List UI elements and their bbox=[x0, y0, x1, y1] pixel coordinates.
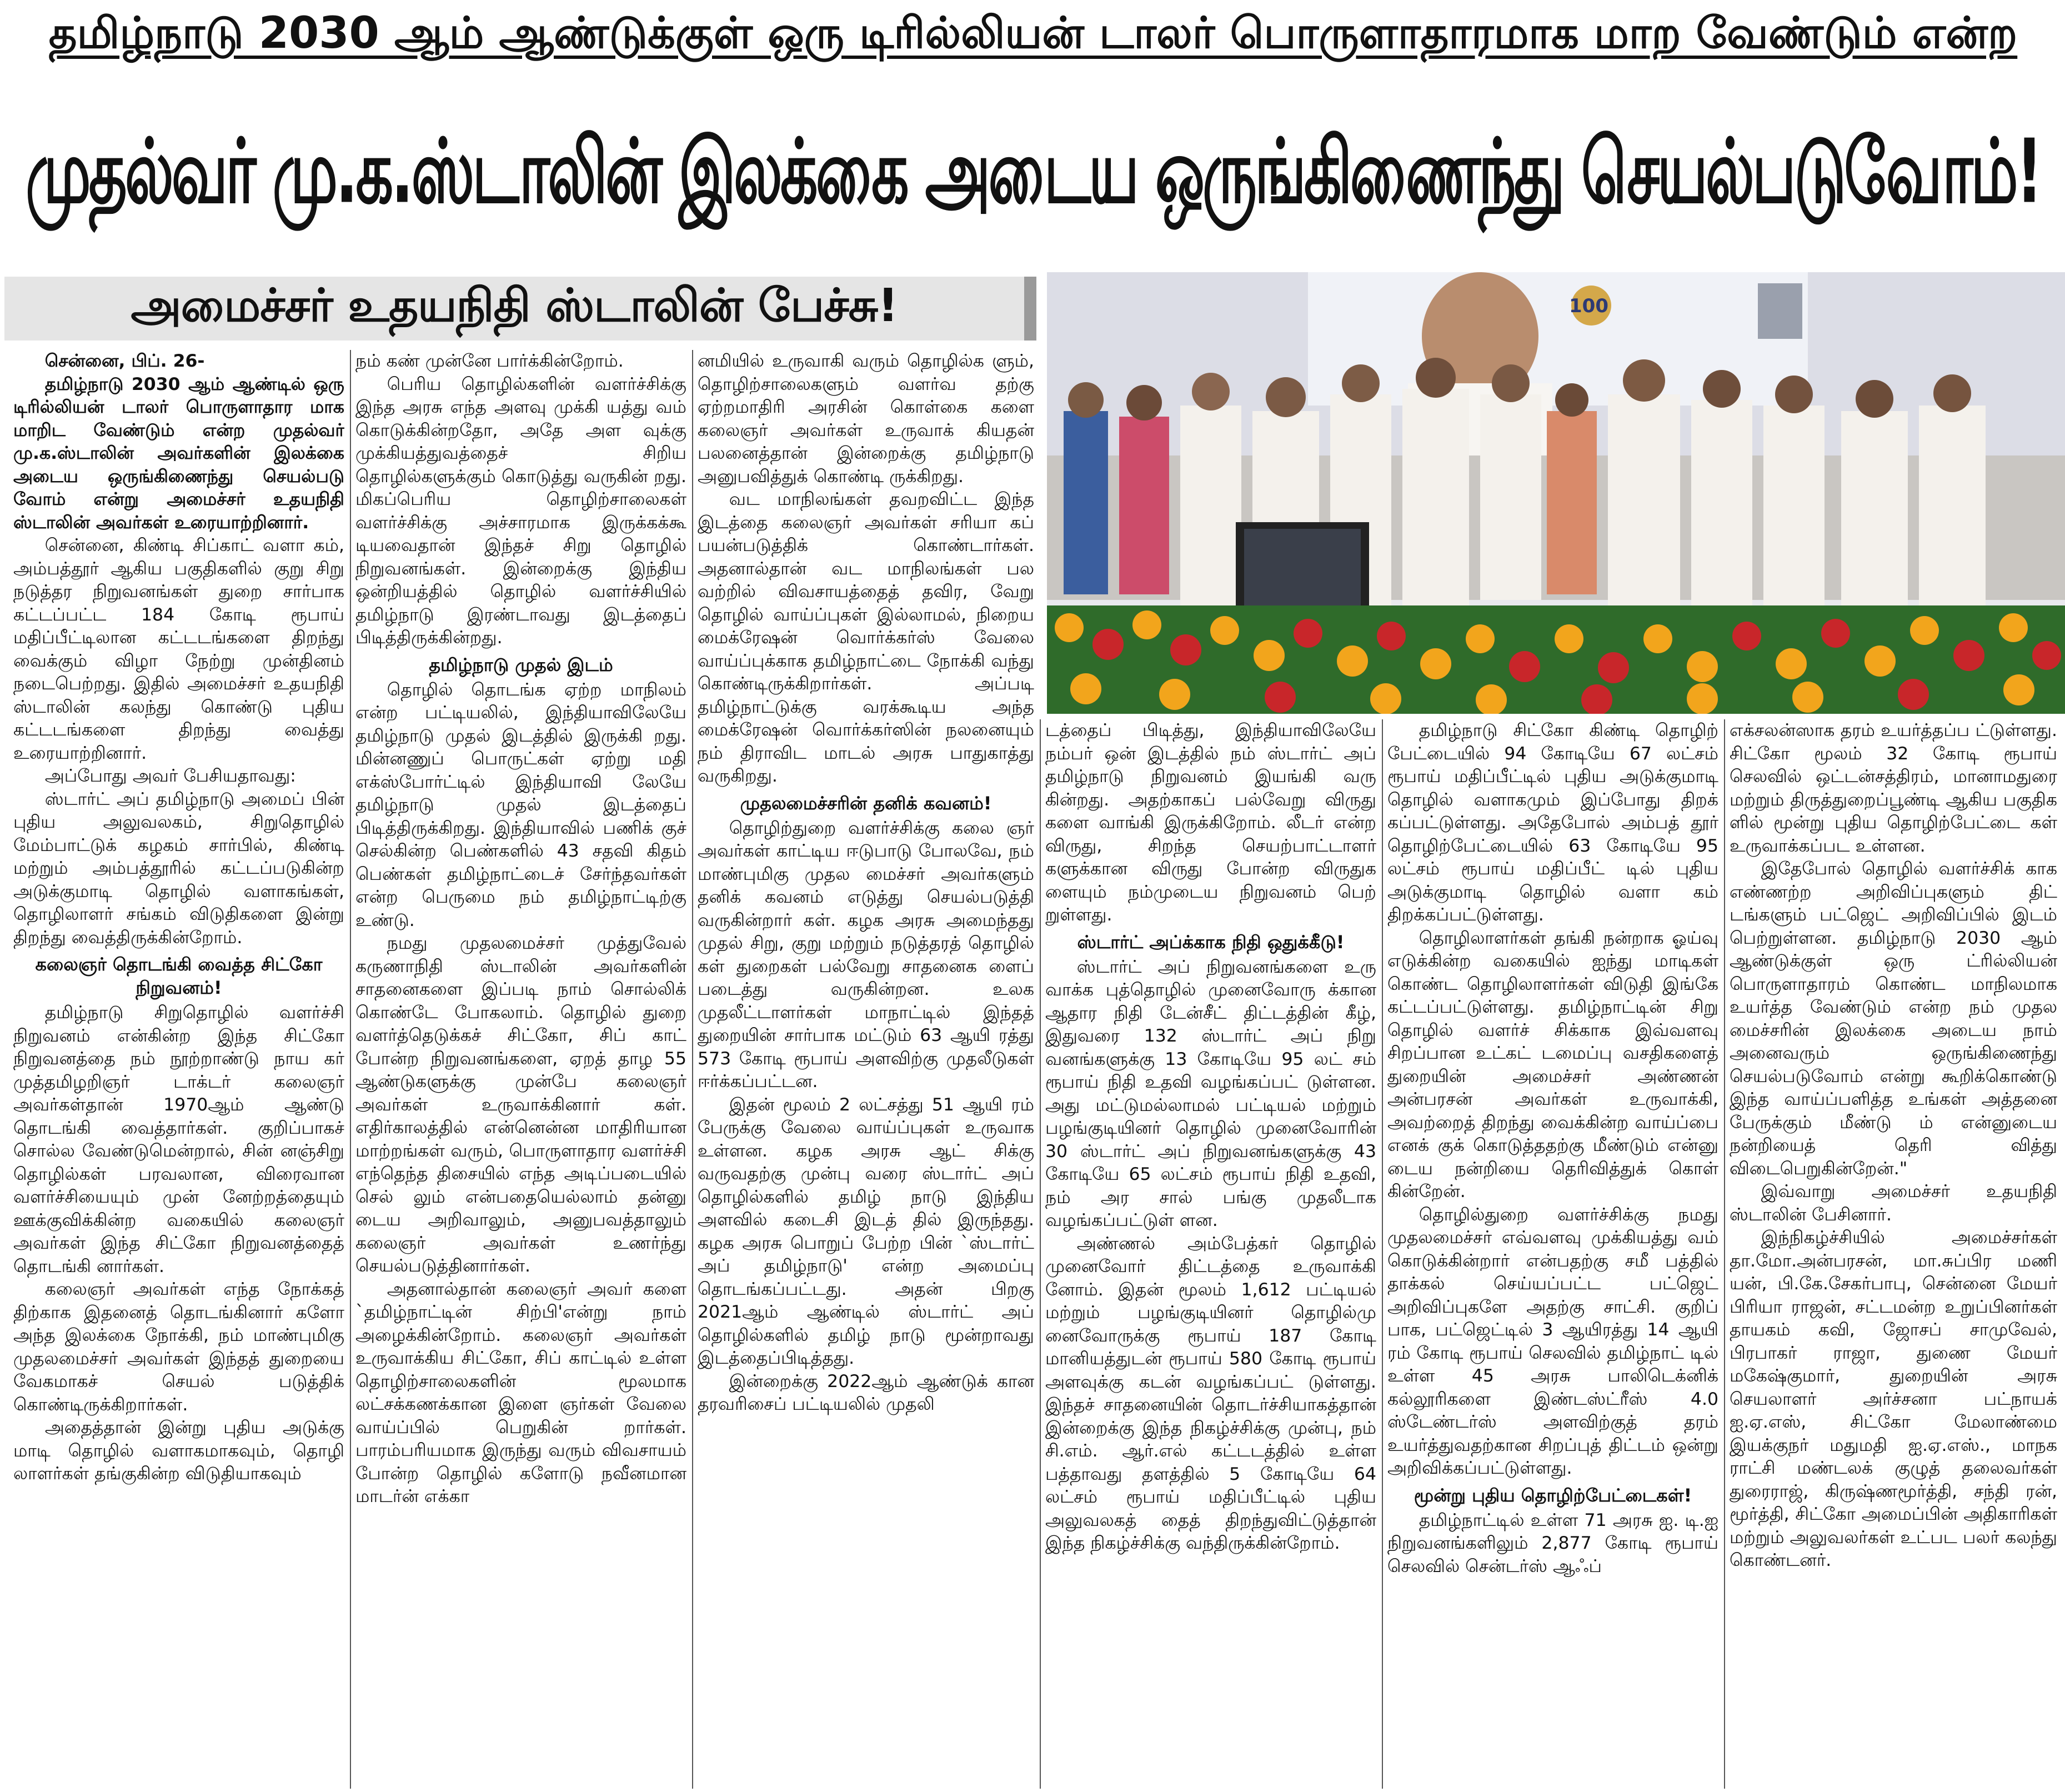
paragraph: அப்போது அவர் பேசியதாவது: bbox=[44, 766, 296, 786]
person-8-head bbox=[1555, 383, 1588, 417]
article-column-6 bbox=[1730, 719, 2057, 1792]
paragraph: இதேபோல் தொழில் வளர்ச்சிக் காக எண்ணற்ற அறிவிப்புகளும் திட் டங்களும் பட்ஜெட் அறிவிப்பில் இடம் பெற்றுள்ளன. தமிழ்நாடு 2030 ஆம் ஆண்டுக்குள் ஒரு ட்ரில்லியன் பொருளாதாரம் கொண்ட மாநிலமாக உயர்த்த வேண்டும் என்ற நம் முதல மைச்சரின் இலக்கை அடைய நாம் அனைவரும் ஒருங்கிணைந்து செயல்படுவோம் என்று கூறிக்கொண்டு இந்த வாய்ப்பளித்த உங்கள் அத்தனை பேருக்கும் மீண்டு ம் என்னுடைய நன்றியைத் தெரி வித்து விடைபெறுகின்றேன்." bbox=[1730, 859, 2057, 1179]
paragraph: சென்னை, கிண்டி சிப்காட் வளா கம், அம்பத்தூர் ஆகிய பகுதிகளில் குறு சிறு நடுத்தர நிறுவனங்கள் துறை சார்பாக கட்டப்பட்ட 184 கோடி ரூபாய் மதிப்பீட்டிலான கட்டடங்களை திறந்து வைக்கும் விழா நேற்று முன்தினம் நடைபெற்றது. இதில் அமைச்சர் உதயநிதி ஸ்டாலின் கலந்து கொண்டு புதிய கட்டடங்களை திறந்து வைத்து உரையாற்றினார். bbox=[13, 535, 344, 763]
person-8 bbox=[1547, 411, 1597, 594]
paragraph: நம் கண் முன்னே பார்க்கின்றோம். bbox=[355, 351, 624, 371]
paragraph: எக்சலன்ஸாக தரம் உயர்த்தப்ப ட்டுள்ளது. சிட்கோ மூலம் 32 கோடி ரூபாய் செலவில் ஒட்டன்சத்திரம், மானாமதுரை மற்றும் திருத்துறைப்பூண்டி ஆகிய பகுதிக ளில் மூன்று புதிய தொழிற்பேட்டை கள் உருவாக்கப்பட உள்ளன. bbox=[1730, 720, 2057, 856]
event-photo bbox=[1047, 272, 2065, 714]
person-11-head bbox=[1775, 376, 1813, 413]
person-4-head bbox=[1266, 377, 1306, 417]
person-12-head bbox=[1856, 380, 1893, 418]
portrait-frame bbox=[1758, 283, 1802, 339]
event-photo-illustration bbox=[1047, 272, 2065, 714]
person-2-head bbox=[1126, 385, 1162, 421]
person-1 bbox=[1064, 411, 1108, 594]
kicker-headline-text: தமிழ்நாடு 2030 ஆம் ஆண்டுக்குள் ஒரு டிரில்லியன் டாலர் பொருளாதாரமாக மாற வேண்டும் என்ற bbox=[48, 8, 2018, 58]
paragraph: தமிழ்நாட்டில் உள்ள 71 அரசு ஐ. டி.ஐ நிறுவனங்களிலும் 2,877 கோடி ரூபாய் செலவில் சென்டர்ஸ் ஆஃப் bbox=[1387, 1510, 1718, 1576]
column-rule bbox=[1382, 719, 1383, 1789]
monitor-screen bbox=[1244, 529, 1361, 607]
paragraph: அதனால்தான் கலைஞர் அவர் களை `தமிழ்நாட்டின் சிற்பி'என்று நாம் அழைக்கின்றோம். கலைஞர் அவர்கள் உருவாக்கிய சிட்கோ, சிப் காட்டில் உள்ள தொழிற்சாலைகளின் மூலமாக லட்சக்கணக்கான இளை ஞர்கள் வேலை வாய்ப்பில் பெறுகின் றார்கள். பாரம்பரியமாக இருந்து வரும் விவசாயம் போன்ற தொழில் களோடு நவீனமான மாடர்ன் எக்கா bbox=[355, 1279, 686, 1506]
paragraph: தொழில் தொடங்க ஏற்ற மாநிலம் என்ற பட்டியலில், இந்தியாவிலேயே தமிழ்நாடு முதல் இடத்தில் இருக்கி றது. மின்னணுப் பொருட்கள் ஏற்று மதி எக்ஸ்போர்ட்டில் இந்தியாவி லேயே தமிழ்நாடு முதல் இடத்தைப் பிடித்திருக்கிறது. இந்தியாவில் பணிக் குச் செல்கின்ற பெண்களில் 43 சதவி கிதம் பெண்கள் தமிழ்நாட்டைச் சேர்ந்தவர்கள் என்ற பெருமை நம் தமிழ்நாட்டிற்கு உண்டு. bbox=[355, 679, 686, 930]
column-rule bbox=[350, 350, 351, 1789]
paragraph: ஸ்டார்ட் அப் தமிழ்நாடு அமைப் பின் புதிய அலுவலகம், சிறுதொழில் மேம்பாட்டுக் கழகம் சார்பில், கிண்டி மற்றும் அம்பத்தூரில் கட்டப்படுகின்ற அடுக்குமாடி தொழில் வளாகங்கள், தொழிலாளர் சங்கம் விடுதிகளை இன்று திறந்து வைத்திருக்கின்றோம். bbox=[13, 789, 344, 948]
column-rule bbox=[1040, 719, 1041, 1789]
article-column-3 bbox=[698, 350, 1034, 1792]
section-heading: கலைஞர் தொடங்கி வைத்த சிட்கோ நிறுவனம்! bbox=[35, 954, 323, 998]
subheadline-text: அமைச்சர் உதயநிதி ஸ்டாலின் பேச்சு! bbox=[131, 279, 898, 332]
person-10 bbox=[1691, 400, 1752, 605]
column-rule bbox=[692, 350, 693, 1789]
person-1-head bbox=[1068, 382, 1104, 418]
paragraph: இன்றைக்கு 2022ஆம் ஆண்டுக் கான தரவரிசைப் பட்டியலில் முதலி bbox=[698, 1371, 1034, 1414]
person-3 bbox=[1180, 406, 1241, 605]
main-headline-text: முதல்வர் மு.க.ஸ்டாலின் இலக்கை அடைய ஒருங்கிணைந்து செயல்படுவோம்! bbox=[26, 120, 2041, 223]
person-7-head bbox=[1492, 364, 1530, 402]
article-column-1 bbox=[13, 350, 344, 1792]
banner-number: 100 bbox=[1569, 295, 1608, 317]
person-9-head bbox=[1623, 359, 1665, 402]
subheadline-bar bbox=[4, 277, 1036, 341]
person-10-head bbox=[1703, 370, 1741, 408]
paragraph: னமியில் உருவாகி வரும் தொழில்க ளும், தொழிற்சாலைகளும் வளர்வ தற்கு ஏற்றமாதிரி அரசின் கொள்கை களை கலைஞர் அவர்கள் உருவாக் கியதன் பலனைத்தான் இன்றைக்கு தமிழ்நாடு அனுபவித்துக் கொண்டி ருக்கிறது. bbox=[698, 351, 1034, 487]
person-6 bbox=[1402, 389, 1469, 605]
paragraph: தொழிற்துறை வளர்ச்சிக்கு கலை ஞர் அவர்கள் காட்டிய ஈடுபாடு போலவே, நம் மாண்புமிகு முதல மைச்சர் அவர்களும் தனிக் கவனம் எடுத்து செயல்படுத்தி வருகின்றார் கள். கழக அரசு அமைந்தது முதல் சிறு, குறு மற்றும் நடுத்தரத் தொழில் கள் துறைகள் பல்வேறு சாதனைக ளைப் படைத்து வருகின்றன. உலக முதலீட்டாளர்கள் மாநாட்டில் இந்தத் துறையின் சார்பாக மட்டும் 63 ஆயி ரத்து 573 கோடி ரூபாய் அளவிற்கு முதலீடுகள் ஈர்க்கப்பட்டன. bbox=[698, 818, 1034, 1092]
paragraph: ஸ்டார்ட் அப் நிறுவனங்களை உரு வாக்க புத்தொழில் முனைவோரு க்கான ஆதார நிதி டேன்சீட் திட்டத்தின் கீழ், இதுவரை 132 ஸ்டார்ட் அப் நிறு வனங்களுக்கு 13 கோடியே 95 லட் சம் ரூபாய் நிதி உதவி வழங்கப்பட் டுள்ளன. அது மட்டுமல்லாமல் பட்டியல் மற்றும் பழங்குடியினர் தொழில் முனைவோரின் 30 ஸ்டார்ட் அப் நிறுவனங்களுக்கு 43 கோடியே 65 லட்சம் ரூபாய் நிதி உதவி, நம் அர சால் பங்கு முதலீடாக வழங்கப்பட்டுள் ளன. bbox=[1045, 957, 1376, 1230]
person-12 bbox=[1841, 411, 1908, 605]
paragraph: தொழில்துறை வளர்ச்சிக்கு நமது முதலமைச்சர் எவ்வளவு முக்கியத்து வம் கொடுக்கின்றார் என்பதற்கு சமீ பத்தில் தாக்கல் செய்யப்பட்ட பட்ஜெட் அறிவிப்புகளே அதற்கு சாட்சி. குறிப் பாக, பட்ஜெட்டில் 3 ஆயிரத்து 14 ஆயி ரம் கோடி ரூபாய் செலவில் தமிழ்நாட் டில் உள்ள 45 அரசு பாலிடெக்னிக் கல்லூரிகளை இண்டஸ்ட்ரீஸ் 4.0 ஸ்டேண்டர்ஸ் அளவிற்குத் தரம் உயர்த்துவதற்கான சிறப்புத் திட்டம் ஒன்று அறிவிக்கப்பட்டுள்ளது. bbox=[1387, 1204, 1718, 1478]
person-5-head bbox=[1342, 364, 1380, 402]
article-column-4 bbox=[1045, 719, 1376, 1792]
main-headline bbox=[17, 94, 2049, 261]
paragraph: இதன் மூலம் 2 லட்சத்து 51 ஆயி ரம் பேருக்கு வேலை வாய்ப்புகள் உருவாக உள்ளன. கழக அரசு ஆட் சிக்கு வருவதற்கு முன்பு வரை ஸ்டார்ட் அப் தொழில்களில் தமிழ் நாடு இந்திய அளவில் கடைசி இடத் தில் இருந்தது. கழக அரசு பொறுப் பேற்ற பின் `ஸ்டார்ட் அப் தமிழ்நாடு' என்ற அமைப்பு தொடங்கப்பட்டது. அதன் பிறகு 2021ஆம் ஆண்டில் ஸ்டார்ட் அப் தொழில்களில் தமிழ் நாடு மூன்றாவது இடத்தைப்பிடித்தது. bbox=[698, 1094, 1034, 1368]
section-heading: ஸ்டார்ட் அப்க்காக நிதி ஒதுக்கீடு! bbox=[1077, 931, 1345, 953]
person-6-head bbox=[1416, 358, 1456, 398]
person-13 bbox=[1919, 406, 1986, 605]
paragraph: அதைத்தான் இன்று புதிய அடுக்கு மாடி தொழில் வளாகமாகவும், தொழி லாளர்கள் தங்குகின்ற விடுதியாகவும் bbox=[13, 1418, 344, 1484]
paragraph: தமிழ்நாடு சிறுதொழில் வளர்ச்சி நிறுவனம் என்கின்ற இந்த சிட்கோ நிறுவனத்தை நம் நூற்றாண்டு நாய கர் முத்தமிழறிஞர் டாக்டர் கலைஞர் அவர்கள்தான் 1970ஆம் ஆண்டு தொடங்கி வைத்தார்கள். குறிப்பாகச் சொல்ல வேண்டுமென்றால், சின் னஞ்சிறு தொழில்கள் பரவலான, விரைவான வளர்ச்சியையும் முன் னேற்றத்தையும் ஊக்குவிக்கின்ற வகையில் கலைஞர் அவர்கள் இந்த சிட்கோ நிறுவனத்தைத் தொடங்கி னார்கள். bbox=[13, 1003, 344, 1277]
paragraph: வட மாநிலங்கள் தவறவிட்ட இந்த இடத்தை கலைஞர் அவர்கள் சரியா கப் பயன்படுத்திக் கொண்டார்கள். அதனால்தான் வட மாநிலங்கள் பல வற்றில் விவசாயத்தைத் தவிர, வேறு தொழில் வாய்ப்புகள் இல்லாமல், நிறைய மைக்ரேஷன் வொர்க்கர்ஸ் வேலை வாய்ப்புக்காக தமிழ்நாட்டை நோக்கி வந்து கொண்டிருக்கிறார்கள். அப்படி தமிழ்நாட்டுக்கு வரக்கூடிய அந்த மைக்ரேஷன் வொர்க்கர்ஸின் நலனையும் நம் திராவிட மாடல் அரசு பாதுகாத்து வருகிறது. bbox=[698, 489, 1034, 786]
column-rule bbox=[1724, 719, 1725, 1789]
paragraph: அண்ணல் அம்பேத்கர் தொழில் முனைவோர் திட்டத்தை உருவாக்கி னோம். இதன் மூலம் 1,612 பட்டியல் மற்றும் பழங்குடியினர் தொழில்மு னைவோருக்கு ரூபாய் 187 கோடி மானியத்துடன் ரூபாய் 580 கோடி ரூபாய் அளவுக்கு கடன் வழங்கப்பட் டுள்ளது. இந்தச் சாதனையின் தொடர்ச்சியாகத்தான் இன்றைக்கு இந்த நிகழ்ச்சிக்கு முன்பு, நம் சி.எம். ஆர்.எல் கட்டடத்தில் உள்ள பத்தாவது தளத்தில் 5 கோடியே 64 லட்சம் ரூபாய் மதிப்பீட்டில் புதிய அலுவலகத் தைத் திறந்துவிட்டுத்தான் இந்த நிகழ்ச்சிக்கு வந்திருக்கின்றோம். bbox=[1045, 1233, 1376, 1553]
lead-paragraph: தமிழ்நாடு 2030 ஆம் ஆண்டில் ஒரு டிரில்லியன் டாலர் பொருளாதார மாக மாறிட வேண்டும் என்ற முதல்வர் மு.க.ஸ்டாலின் அவர்களின் இலக்கை அடைய ஒருங்கிணைந்து செயல்படு வோம் என்று அமைச்சர் உதயநிதி ஸ்டாலின் அவர்கள் உரையாற்றினார். bbox=[13, 374, 344, 533]
dateline: சென்னை, பிப். 26- bbox=[44, 351, 205, 371]
person-3-head bbox=[1192, 373, 1230, 411]
person-13-head bbox=[1933, 374, 1971, 412]
article-lead bbox=[13, 350, 344, 373]
person-9 bbox=[1608, 394, 1680, 611]
paragraph: கலைஞர் அவர்கள் எந்த நோக்கத் திற்காக இதனைத் தொடங்கினார் களோ அந்த இலக்கை நோக்கி, நம் மாண்புமிகு முதலமைச்சர் அவர்கள் இந்தத் துறையை வேகமாகச் செயல் படுத்திக் கொண்டிருக்கிறார்கள். bbox=[13, 1279, 344, 1415]
person-11 bbox=[1763, 406, 1825, 605]
paragraph: பெரிய தொழில்களின் வளர்ச்சிக்கு இந்த அரசு எந்த அளவு முக்கி யத்து வம் கொடுக்கின்றதோ, அதே அள வுக்கு முக்கியத்துவத்தைச் சிறிய தொழில்களுக்கும் கொடுத்து வருகின் றது. மிகப்பெரிய தொழிற்சாலைகள் வளர்ச்சிக்கு அச்சாரமாக இருக்கக்கூ டியவைதான் இந்தச் சிறு தொழில் நிறுவனங்கள். இன்றைக்கு இந்திய ஒன்றியத்தில் தொழில் வளர்ச்சியில் தமிழ்நாடு இரண்டாவது இடத்தைப் பிடித்திருக்கின்றது. bbox=[355, 374, 686, 648]
person-7 bbox=[1480, 394, 1541, 600]
paragraph: டத்தைப் பிடித்து, இந்தியாவிலேயே நம்பர் ஒன் இடத்தில் நம் ஸ்டார்ட் அப் தமிழ்நாடு நிறுவனம் இயங்கி வரு கின்றது. அதற்காகப் பல்வேறு விருது களை வாங்கி இருக்கிறோம். லீடர் என்ற விருது, சிறந்த செயற்பாட்டாளர் களுக்கான விருது போன்ற விருதுக ளையும் நம்முடைய நிறுவனம் பெற் றுள்ளது. bbox=[1045, 720, 1376, 925]
paragraph: நமது முதலமைச்சர் முத்துவேல் கருணாநிதி ஸ்டாலின் அவர்களின் சாதனைகளை இப்படி நாம் சொல்லிக் கொண்டே போகலாம். தொழில் துறை வளர்த்தெடுக்கச் சிட்கோ, சிப் காட் போன்ற நிறுவனங்களை, ஏறத் தாழ 55 ஆண்டுகளுக்கு முன்பே கலைஞர் அவர்கள் உருவாக்கினார் கள். எதிர்காலத்தில் என்னென்ன மாதிரியான மாற்றங்கள் வரும், பொருளாதார வளர்ச்சி எந்தெந்த திசையில் எந்த அடிப்படையில் செல் லும் என்பதையெல்லாம் தன்னு டைய அறிவாலும், அனுபவத்தாலும் கலைஞர் அவர்கள் உணர்ந்து செயல்படுத்தினார்கள். bbox=[355, 933, 686, 1276]
person-2 bbox=[1119, 417, 1169, 594]
paragraph: தமிழ்நாடு சிட்கோ கிண்டி தொழிற் பேட்டையில் 94 கோடியே 67 லட்சம் ரூபாய் மதிப்பீட்டில் புதிய அடுக்குமாடி தொழில் வளாகமும் இப்போது திறக் கப்பட்டுள்ளது. அதேபோல் அம்பத் தூர் தொழிற்பேட்டையில் 63 கோடியே 95 லட்சம் ரூபாய் மதிப்பீட் டில் புதிய அடுக்குமாடி தொழில் வளா கம் திறக்கப்பட்டுள்ளது. bbox=[1387, 720, 1718, 925]
kicker-headline bbox=[22, 0, 2044, 72]
paragraph: தொழிலாளர்கள் தங்கி நன்றாக ஓய்வு எடுக்கின்ற வகையில் ஐந்து மாடிகள் கொண்ட தொழிலாளர்கள் விடுதி இங்கே கட்டப்பட்டுள்ளது. தமிழ்நாட்டின் சிறு தொழில் வளர்ச் சிக்காக இவ்வளவு சிறப்பான உட்கட் டமைப்பு வசதிகளைத் துறையின் அமைச்சர் அண்ணன் அன்பரசன் அவர்கள் உருவாக்கி, அவற்றைத் திறந்து வைக்கின்ற வாய்ப்பை எனக் குக் கொடுத்ததற்கு மீண்டும் என்னு டைய நன்றியை தெரிவித்துக் கொள் கின்றேன். bbox=[1387, 928, 1718, 1202]
article-column-5 bbox=[1387, 719, 1718, 1792]
paragraph: இவ்வாறு அமைச்சர் உதயநிதி ஸ்டாலின் பேசினார். bbox=[1730, 1182, 2057, 1225]
article-column-2 bbox=[355, 350, 686, 1792]
paragraph: இந்நிகழ்ச்சியில் அமைச்சர்கள் தா.மோ.அன்பரசன், மா.சுப்பிர மணி யன், பி.கே.சேகர்பாபு, சென்னை மேயர் பிரியா ராஜன், சட்டமன்ற உறுப்பினர்கள் தாயகம் கவி, ஜோசப் சாமுவேல், பிரபாகர் ராஜா, துணை மேயர் மகேஷ்குமார், துறையின் அரசு செயலாளர் அர்ச்சனா பட்நாயக் ஐ.ஏ.எஸ், சிட்கோ மேலாண்மை இயக்குநர் மதுமதி ஐ.ஏ.எஸ்., மாநக ராட்சி மண்டலக் குழுத் தலைவர்கள் துரைராஜ், கிருஷ்ணமூர்த்தி, சந்தி ரன், மூர்த்தி, சிட்கோ அமைப்பின் அதிகாரிகள் மற்றும் அலுவலர்கள் உட்பட பலர் கலந்து கொண்டனர். bbox=[1730, 1228, 2057, 1570]
section-heading: மூன்று புதிய தொழிற்பேட்டைகள்! bbox=[1414, 1484, 1692, 1506]
section-heading: தமிழ்நாடு முதல் இடம் bbox=[429, 654, 613, 675]
section-heading: முதலமைச்சரின் தனிக் கவனம்! bbox=[740, 792, 992, 814]
